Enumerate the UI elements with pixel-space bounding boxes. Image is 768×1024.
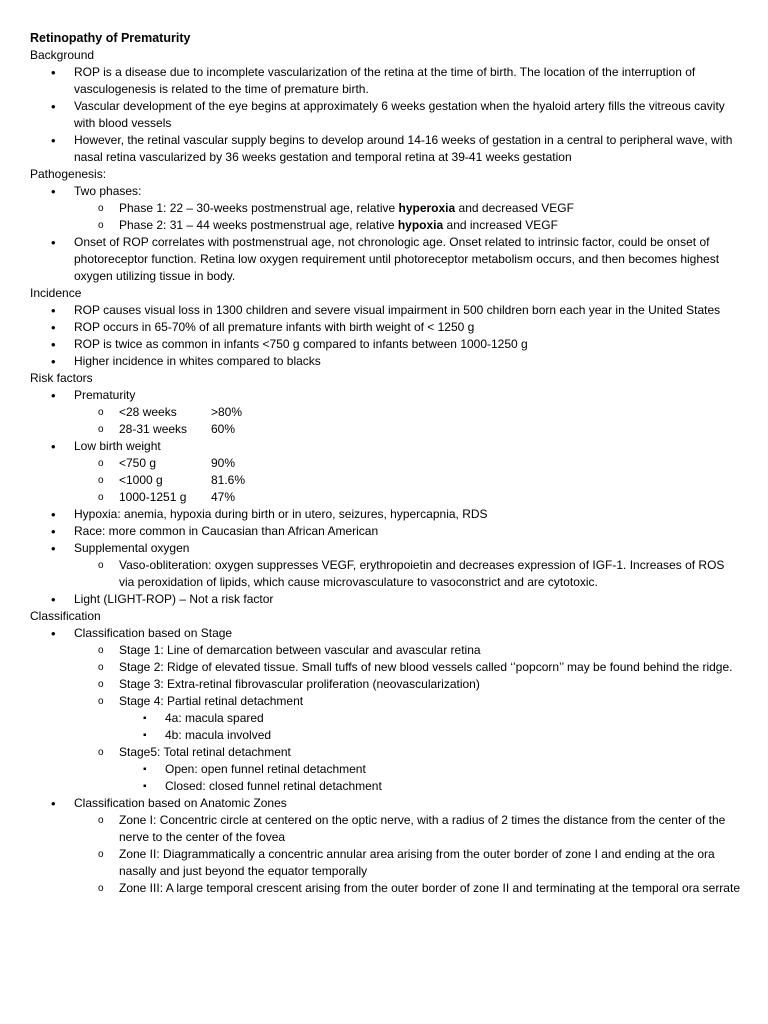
sub-bullet-item [30,200,742,217]
bullet-item: • Classification based on Anatomic Zones [30,795,742,812]
table-row [30,404,742,421]
sub-bullet-item: o Vaso-obliteration: oxygen suppresses VEGF, erythropoietin and decreases expression of IGF-1. Increases of ROS via peroxidation of lipids, which cause microvasculature to vasoconstrict and are cytotoxic. [30,557,742,591]
phase-text: and increased VEGF [443,218,558,232]
section-heading: Background [30,48,95,62]
row-label: o <28 weeks [119,405,177,419]
row-label: o <1000 g [119,473,163,487]
bullet-item: • ROP causes visual loss in 1300 children and severe visual impairment in 500 children born each year in the United States [30,302,742,319]
bullet-item: • ROP is twice as common in infants <750 g compared to infants between 1000-1250 g [30,336,742,353]
sub-bullet-item [30,217,742,234]
bullet-item: • Low birth weight [30,438,742,455]
section-classification [30,608,742,897]
section-incidence [30,285,742,370]
sub-bullet-item: o Zone III: A large temporal crescent arising from the outer border of zone II and terminating at the temporal ora serrate [30,880,742,897]
sub-bullet-item: o Stage 2: Ridge of elevated tissue. Small tuffs of new blood vessels called ‘’popcorn’’ may be found behind the ridge. [30,659,742,676]
table-row [30,455,742,472]
bullet-item: • ROP is a disease due to incomplete vascularization of the retina at the time of birth. The location of the interruption of vasculogenesis is related to the time of premature birth. [30,64,742,98]
bullet-item: • Classification based on Stage [30,625,742,642]
section-heading: Risk factors [30,371,93,385]
bullet-item: • However, the retinal vascular supply begins to develop around 14-16 weeks of gestation in a central to peripheral wave, with nasal retina vascularized by 36 weeks gestation and temporal retina at 39-41 weeks gestation [30,132,742,166]
bullet-item: • Light (LIGHT-ROP) – Not a risk factor [30,591,742,608]
section-risk-factors [30,370,742,608]
row-value: >80% [211,405,243,419]
sub-sub-bullet-item: ▪ 4b: macula involved [30,727,742,744]
bullet-item: • Vascular development of the eye begins at approximately 6 weeks gestation when the hyaloid artery fills the vitreous cavity with blood vessels [30,98,742,132]
bullet-item: • Onset of ROP correlates with postmenstrual age, not chronologic age. Onset related to intrinsic factor, could be onset of photoreceptor function. Retina low oxygen requirement until photoreceptor metabolism occurs, and then becomes highest oxygen utilizing tissue in body. [30,234,742,285]
row-value: 60% [211,422,236,436]
phase-text: Phase 1: 22 – 30-weeks postmenstrual age, relative [119,201,399,215]
phase-bold: hypoxia [397,218,444,232]
sub-bullet-item: o Stage 4: Partial retinal detachment [30,693,742,710]
row-value: 81.6% [211,473,246,487]
row-label: o 28-31 weeks [119,422,188,436]
section-heading: Pathogenesis: [30,167,107,181]
sub-bullet-item: o Stage 1: Line of demarcation between vascular and avascular retina [30,642,742,659]
sub-bullet-item: o Zone I: Concentric circle at centered on the optic nerve, with a radius of 2 times the distance from the center of the nerve to the center of the fovea [30,812,742,846]
bullet-item: • Prematurity [30,387,742,404]
phase-text: Phase 2: 31 – 44 weeks postmenstrual age, relative [119,218,398,232]
table-row [30,472,742,489]
sub-sub-bullet-item: ▪ 4a: macula spared [30,710,742,727]
bullet-item: • Hypoxia: anemia, hypoxia during birth or in utero, seizures, hypercapnia, RDS [30,506,742,523]
bullet-item: • Higher incidence in whites compared to blacks [30,353,742,370]
section-pathogenesis [30,166,742,285]
sub-bullet-item: o Stage5: Total retinal detachment [30,744,742,761]
section-heading: Incidence [30,286,82,300]
sub-bullet-item: o Zone II: Diagrammatically a concentric annular area arising from the outer border of zone I and ending at the ora nasally and just beyond the equator temporally [30,846,742,880]
row-value: 47% [211,490,236,504]
phase-text: and decreased VEGF [455,201,574,215]
document-title: Retinopathy of Prematurity [30,31,191,45]
row-value: 90% [211,456,236,470]
row-label: o <750 g [119,456,157,470]
table-row [30,421,742,438]
bullet-item: • Race: more common in Caucasian than African American [30,523,742,540]
bullet-item: • ROP occurs in 65-70% of all premature infants with birth weight of < 1250 g [30,319,742,336]
bullet-item: • Two phases: [30,183,742,200]
row-label: o 1000-1251 g [119,490,187,504]
sub-sub-bullet-item: ▪ Open: open funnel retinal detachment [30,761,742,778]
table-row [30,489,742,506]
bullet-item: • Supplemental oxygen [30,540,742,557]
sub-sub-bullet-item: ▪ Closed: closed funnel retinal detachment [30,778,742,795]
phase-bold: hyperoxia [398,201,456,215]
section-heading: Classification [30,609,101,623]
sub-bullet-item: o Stage 3: Extra-retinal fibrovascular proliferation (neovascularization) [30,676,742,693]
section-background [30,47,742,166]
